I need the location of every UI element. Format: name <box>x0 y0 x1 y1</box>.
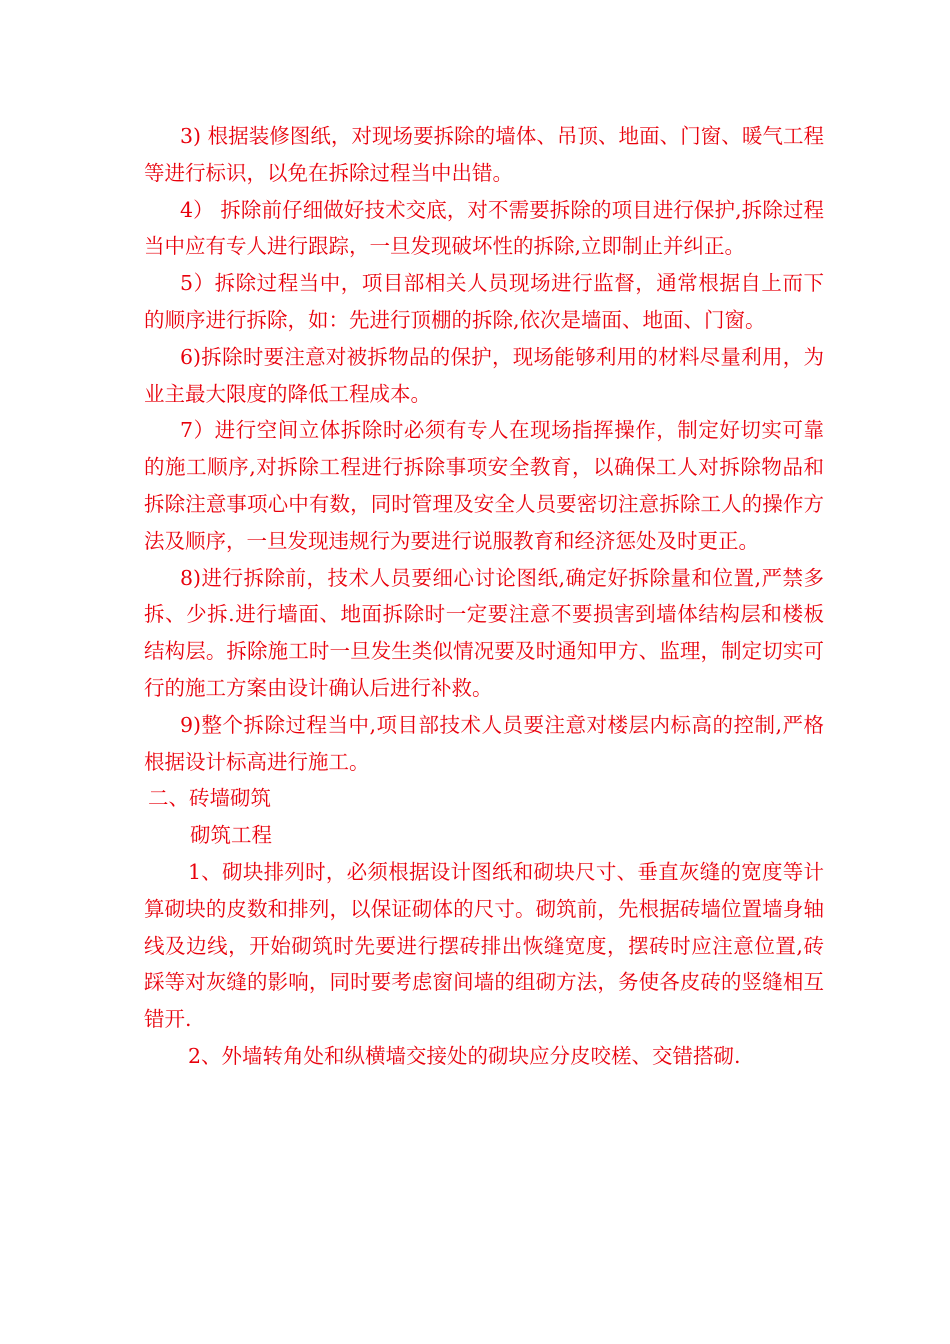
section-heading: 二、砖墙砌筑 <box>148 786 271 811</box>
paragraph-item-5: 5）拆除过程当中，项目部相关人员现场进行监督，通常根据自上而下的顺序进行拆除，如：先进行顶棚的拆除,依次是墙面、地面、门窗。 <box>144 271 824 332</box>
paragraph-item-6: 6)拆除时要注意对被拆物品的保护，现场能够利用的材料尽量利用，为业主最大限度的降低工程成本。 <box>144 344 824 406</box>
masonry-item-1: 1、砌块排列时，必须根据设计图纸和砌块尺寸、垂直灰缝的宽度等计算砌块的皮数和排列，以保证砌体的尺寸。砌筑前，先根据砖墙位置墙身轴线及边线，开始砌筑时先要进行摆砖排出恢缝宽度，摆砖时应注意位置,砖踩等对灰缝的影响，同时要考虑窗间墙的组砌方法，务使各皮砖的竖缝相互错开. <box>144 859 824 1032</box>
masonry-item-2: 2、外墙转角处和纵横墙交接处的砌块应分皮咬槎、交错搭砌. <box>188 1043 741 1068</box>
paragraph-item-7: 7）进行空间立体拆除时必须有专人在现场指挥操作，制定好切实可靠的施工顺序,对拆除工程进行拆除事项安全教育，以确保工人对拆除物品和拆除注意事项心中有数，同时管理及安全人员要密切注意拆除工人的操作方法及顺序，一旦发现违规行为要进行说服教育和经济惩处及时更正。 <box>144 418 824 553</box>
paragraph-item-4: 4） 拆除前仔细做好技术交底，对不需要拆除的项目进行保护,拆除过程当中应有专人进行跟踪，一旦发现破坏性的拆除,立即制止并纠正。 <box>144 197 824 259</box>
document-body <box>144 118 824 1075</box>
paragraph-item-3: 3) 根据装修图纸，对现场要拆除的墙体、吊顶、地面、门窗、暖气工程等进行标识，以免在拆除过程当中出错。 <box>144 124 824 185</box>
paragraph-item-8: 8)进行拆除前，技术人员要细心讨论图纸,确定好拆除量和位置,严禁多拆、少拆.进行墙面、地面拆除时一定要注意不要损害到墙体结构层和楼板结构层。拆除施工时一旦发生类似情况要及时通知甲方、监理，制定切实可行的施工方案由设计确认后进行补救。 <box>144 565 824 700</box>
sub-heading: 砌筑工程 <box>190 823 272 848</box>
paragraph-item-9: 9)整个拆除过程当中,项目部技术人员要注意对楼层内标高的控制,严格根据设计标高进行施工。 <box>144 712 824 774</box>
